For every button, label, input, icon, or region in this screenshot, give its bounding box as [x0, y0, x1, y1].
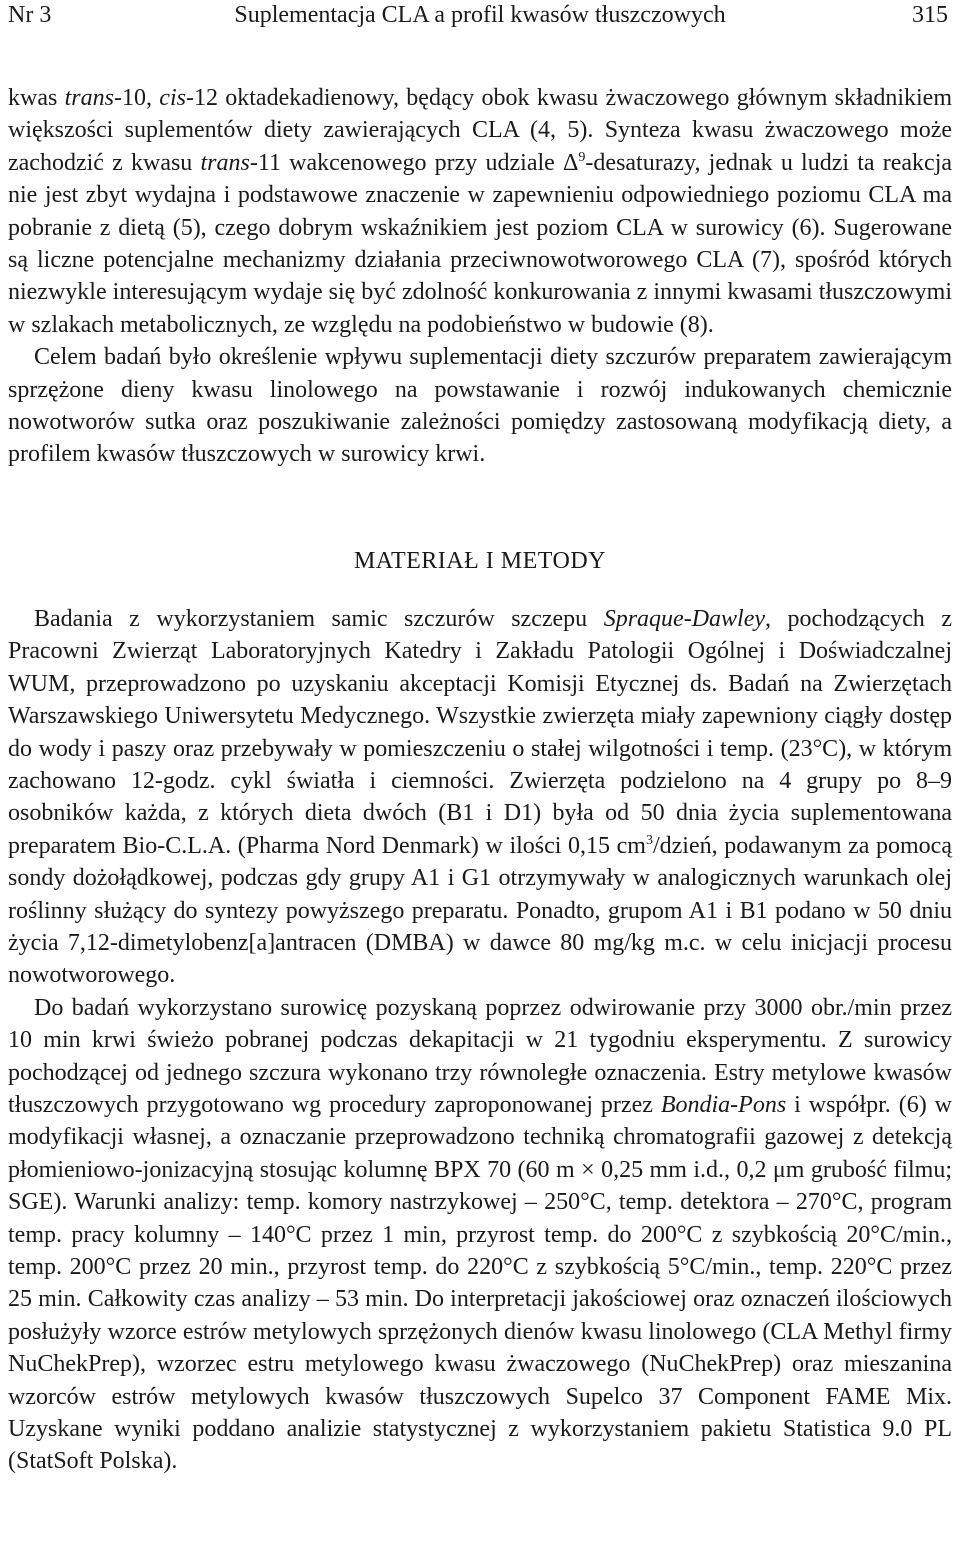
text-run: -12 oktadekadienowy, będący obok kwasu żwaczowego głównym składnikiem większości suplementów diety zawierających CLA (4, 5). Synteza kwasu żwaczowego może zachodzić z kwasu [8, 85, 952, 176]
text-run: -desaturazy, jednak u ludzi ta reakcja nie jest zbyt wydajna i podstawowe znaczenie w zapewnieniu odpowiedniego poziomu CLA ma pobranie z dietą (5), czego dobrym wskaźnikiem jest poziom CLA w surowicy (6). Sugerowane są liczne potencjalne mechanizmy działania przeciwnowotworowego CLA (7), spośród których niezwykle interesującym wydaje się być zdolność konkurowania z innymi kwasami tłuszczowymi w szlakach metabolicznych, ze względu na podobieństwo w budowie (8). [8, 149, 953, 338]
text-run: /dzień, podawanym za pomocą sondy dożołądkowej, podczas gdy grupy A1 i G1 otrzymywały w analogicznych warunkach olej roślinny służący do syntezy powyższego preparatu. Ponadto, grupom A1 i B1 podano w 50 dniu życia 7,12-dimetylobenz[a]antracen (DMBA) w dawce 80 mg/kg m.c. w celu inicjacji procesu nowotworowego. [8, 832, 952, 989]
italic-term: trans [64, 85, 114, 111]
italic-term: cis [159, 85, 186, 111]
text-run: kwas [8, 85, 65, 111]
superscript: 9 [578, 149, 586, 165]
section-heading: MATERIAŁ I METODY [353, 547, 607, 574]
text-run: -10, [114, 85, 160, 111]
intro-paragraph-1 [8, 82, 952, 341]
superscript: 3 [645, 832, 653, 848]
text-run: i współpr. (6) w modyfikacji własnej, a oznaczanie przeprowadzono techniką chromatografii gazowej z detekcją płomieniowo-jonizacyjną stosując kolumnę BPX 70 (60 m × 0,25 mm i.d., 0,2 μm grubość filmu; SGE). Warunki analizy: temp. komory nastrzykowej – 250°C, temp. detektora – 270°C, program temp. pracy kolumny – 140°C przez 1 min, przyrost temp. do 200°C z szybkością 20°C/min., temp. 200°C przez 20 min., przyrost temp. do 220°C z szybkością 5°C/min., temp. 220°C przez 25 min. Całkowity czas analizy – 53 min. Do interpretacji jakościowej oraz oznaczeń ilościowych posłużyły wzorce estrów metylowych sprzężonych dienów kwasu linolowego (CLA Methyl firmy NuChekPrep), wzorzec estru metylowego kwasu żwaczowego (NuChekPrep) oraz mieszanina wzorców estrów metylowych kwasów tłuszczowych Supelco 37 Component FAME Mix. Uzyskane wyniki poddano analizie statystycznej z wykorzystaniem pakietu Statistica 9.0 PL (StatSoft Polska). [8, 1091, 952, 1475]
text-run: Do badań wykorzystano surowicę pozyskaną poprzez odwirowanie przy 3000 obr./min przez 10 min krwi świeżo pobranej podczas dekapitacji w 21 tygodniu eksperymentu. Z surowicy pochodzącej od jednego szczura wykonano trzy równoległe oznaczenia. Estry metylowe kwasów tłuszczowych przygotowano wg procedury zaproponowanej przez [8, 994, 952, 1118]
methods-paragraph-1 [8, 603, 952, 992]
text-run: , pochodzących z Pracowni Zwierząt Laboratoryjnych Katedry i Zakładu Patologii Ogólnej i Doświadczalnej WUM, przeprowadzono po uzyskaniu akceptacji Komisji Etycznej ds. Badań na Zwierzętach Warszawskiego Uniwersytetu Medycznego. Wszystkie zwierzęta miały zapewniony ciągły dostęp do wody i paszy oraz przebywały w pomieszczeniu o stałej wilgotności i temp. (23°C), w którym zachowano 12-godz. cykl światła i ciemności. Zwierzęta podzielono na 4 grupy po 8–9 osobników każda, z których dieta dwóch (B1 i D1) była od 50 dnia życia suplementowana preparatem Bio-C.L.A. (Pharma Nord Denmark) w ilości 0,15 cm [8, 605, 952, 859]
italic-term: Bondia-Pons [660, 1091, 787, 1118]
page [8, 0, 952, 1478]
text-run: -11 wakcenowego przy udziale Δ [249, 149, 579, 176]
text-run: Badania z wykorzystaniem samic szczurów szczepu [34, 605, 604, 632]
methods-paragraph-2 [8, 992, 952, 1478]
issue-number: Nr 3 [8, 2, 52, 28]
italic-term: trans [200, 149, 250, 176]
intro-paragraph-2: Celem badań było określenie wpływu suplementacji diety szczurów preparatem zawierającym sprzężone dieny kwasu linolowego na powstawanie i rozwój indukowanych chemicznie nowotworów sutka oraz poszukiwanie zależności pomiędzy zastosowaną modyfikacją diety, a profilem kwasów tłuszczowych w surowicy krwi. [8, 344, 952, 468]
running-title: Suplementacja CLA a profil kwasów tłuszczowych [234, 2, 726, 28]
italic-term: Spraque-Dawley [603, 605, 765, 632]
main-text [8, 82, 952, 1478]
page-number: 315 [912, 2, 948, 28]
running-head [8, 0, 952, 36]
